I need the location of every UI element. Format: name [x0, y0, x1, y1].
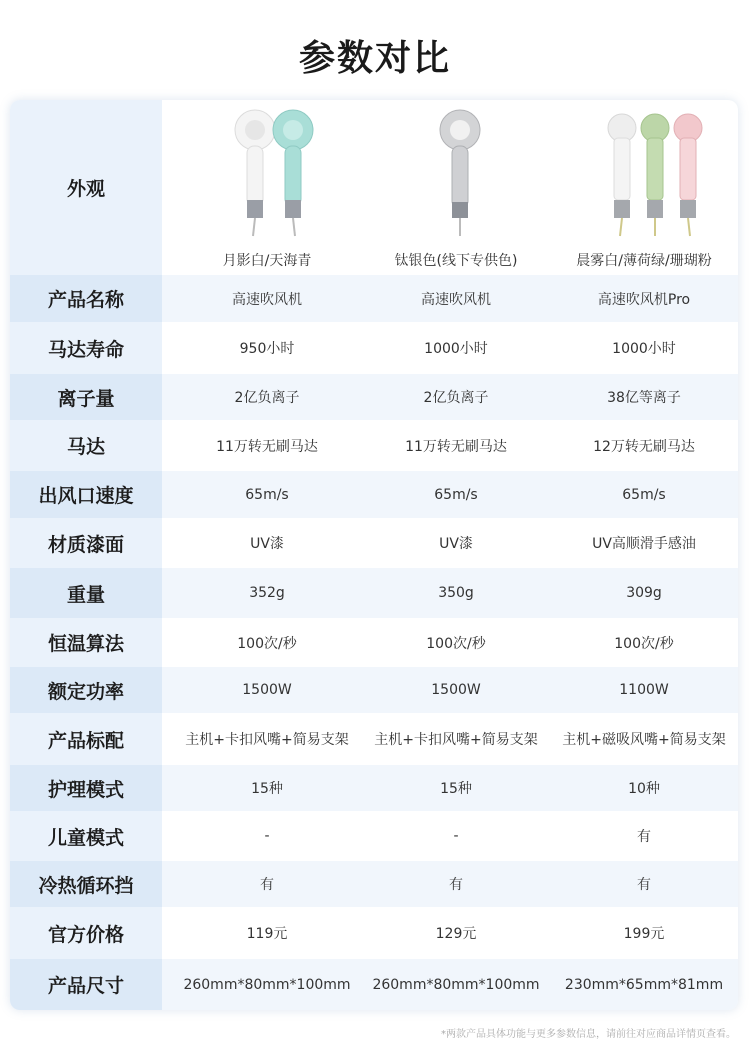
table-row [10, 374, 738, 420]
cell-product-1: 950小时 [239, 341, 295, 357]
cell-product-2: 高速吹风机 [421, 291, 491, 308]
table-row [10, 861, 738, 907]
table-row [10, 811, 738, 861]
cell-product-2: 15种 [440, 781, 472, 797]
cell-product-3: 12万转无刷马达 [593, 438, 695, 455]
cell-product-3: UV高顺滑手感油 [592, 536, 696, 552]
cell-product-2: 65m/s [434, 486, 478, 503]
row-label: 额定功率 [10, 667, 162, 713]
table-row [10, 959, 738, 1010]
cell-product-1: 有 [260, 877, 274, 893]
cell-product-2: UV漆 [439, 536, 473, 552]
row-label: 恒温算法 [47, 633, 124, 655]
footnote: *两款产品具体功能与更多参数信息，请前往对应商品详情页查看。 [441, 1029, 736, 1040]
cell-product-1: 119元 [246, 926, 288, 942]
dryer-image-white-teal [225, 108, 325, 238]
cell-product-3: 199元 [623, 926, 665, 942]
appearance-row [10, 100, 738, 275]
dryer-white [235, 110, 275, 236]
cell-product-3: 高速吹风机Pro [597, 291, 691, 308]
row-label: 官方价格 [47, 923, 124, 946]
cell-product-2: 260mm*80mm*100mm [372, 976, 540, 993]
page-title: 参数对比 [298, 38, 451, 79]
cell-product-1: 65m/s [245, 486, 289, 503]
cell-product-2: - [453, 828, 459, 844]
cell-product-1: 主机+卡扣风嘴+简易支架 [185, 732, 349, 748]
cell-product-2: 1500W [431, 682, 481, 698]
table-row [10, 618, 738, 667]
table-row [10, 471, 738, 518]
table-row [10, 322, 738, 374]
color-name-1: 月影白/天海青 [222, 253, 312, 269]
row-label: 马达寿命 [47, 338, 124, 361]
table-row [10, 907, 738, 959]
cell-product-1: 高速吹风机 [232, 291, 302, 308]
cell-product-1: 1500W [242, 682, 292, 698]
cell-product-1: 2亿负离子 [234, 390, 300, 406]
table-row [10, 667, 738, 713]
row-label: 产品标配 [47, 729, 124, 752]
row-label: 重量 [10, 568, 162, 618]
table-row [10, 518, 738, 568]
dryer-image-white-green-pink [600, 108, 710, 238]
cell-product-3: 309g [626, 585, 662, 601]
cell-product-1: 11万转无刷马达 [216, 438, 318, 455]
color-name-2: 钛银色(线下专供色) [394, 253, 518, 269]
row-label: 材质漆面 [47, 533, 124, 556]
table-row [10, 765, 738, 811]
cell-product-2: 1000小时 [424, 341, 488, 357]
table-row [10, 568, 738, 618]
cell-product-1: 15种 [251, 781, 283, 797]
cell-product-3: 100次/秒 [614, 635, 674, 652]
cell-product-2: 100次/秒 [426, 635, 486, 652]
cell-product-2: 11万转无刷马达 [405, 438, 507, 455]
comparison-table [10, 100, 738, 1010]
dryer-teal [273, 110, 313, 236]
cell-product-1: 352g [249, 585, 285, 601]
row-label: 马达 [66, 436, 105, 458]
row-label: 产品尺寸 [10, 959, 162, 1010]
cell-product-3: 10种 [628, 781, 660, 797]
dryer-fog-white [608, 114, 636, 236]
table-row [10, 713, 738, 765]
cell-product-3: 有 [637, 877, 651, 893]
cell-product-3: 38亿等离子 [607, 390, 681, 406]
cell-product-3: 230mm*65mm*81mm [564, 976, 724, 993]
table-row [10, 420, 738, 471]
cell-product-1: UV漆 [250, 536, 284, 552]
row-label: 出风口速度 [10, 471, 162, 518]
cell-product-3: 65m/s [622, 486, 666, 503]
cell-product-3: 1000小时 [612, 341, 676, 357]
cell-product-1: 260mm*80mm*100mm [183, 976, 351, 993]
cell-product-3: 主机+磁吸风嘴+简易支架 [562, 732, 726, 748]
cell-product-3: 有 [637, 829, 651, 845]
cell-product-2: 2亿负离子 [423, 390, 489, 406]
row-label: 儿童模式 [47, 826, 124, 849]
cell-product-1: - [264, 828, 270, 844]
cell-product-2: 350g [438, 585, 474, 601]
cell-product-2: 有 [449, 877, 463, 893]
color-name-3: 晨雾白/薄荷绿/珊瑚粉 [576, 253, 712, 269]
dryer-image-silver [430, 108, 490, 238]
row-label: 离子量 [10, 374, 162, 420]
table-row [10, 275, 738, 322]
cell-product-2: 主机+卡扣风嘴+简易支架 [374, 732, 538, 748]
row-label: 冷热循环挡 [10, 861, 162, 907]
dryer-coral-pink [674, 114, 702, 236]
dryer-mint-green [641, 114, 669, 236]
cell-product-3: 1100W [619, 682, 669, 698]
cell-product-2: 129元 [435, 926, 477, 942]
row-label-appearance: 外观 [66, 178, 105, 200]
row-label: 产品名称 [10, 275, 162, 322]
cell-product-1: 100次/秒 [237, 635, 297, 652]
row-label: 护理模式 [10, 765, 162, 811]
